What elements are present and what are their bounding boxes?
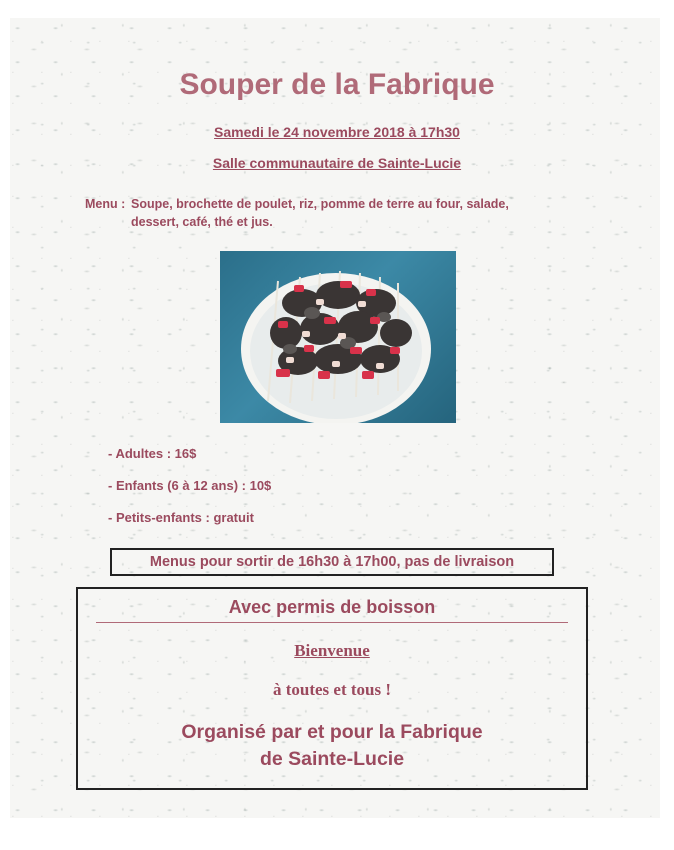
divider [96, 622, 568, 623]
price-adults: - Adultes : 16$ [108, 446, 197, 461]
liquor-permit-heading: Avec permis de boisson [228, 597, 436, 617]
price-toddlers: - Petits-enfants : gratuit [108, 510, 254, 525]
menu-items: Soupe, brochette de poulet, riz, pomme de terre au four, salade, dessert, café, thé et jus. [131, 197, 509, 229]
menu-label: Menu : [85, 197, 126, 211]
organizer-text [78, 719, 586, 773]
info-box [76, 587, 588, 790]
organizer-line-1: Organisé par et pour la Fabrique [181, 721, 483, 743]
organizer-line-2: de Sainte-Lucie [259, 748, 405, 770]
skewers-photo [220, 251, 456, 423]
event-venue: Salle communautaire de Sainte-Lucie [212, 155, 462, 171]
takeout-notice: Menus pour sortir de 16h30 à 17h00, pas de livraison [110, 548, 554, 576]
welcome-text: Bienvenue [294, 641, 370, 660]
event-date: Samedi le 24 novembre 2018 à 17h30 [214, 124, 460, 140]
everyone-text: à toutes et tous ! [272, 680, 392, 699]
event-title: Souper de la Fabrique [179, 68, 495, 101]
price-children: - Enfants (6 à 12 ans) : 10$ [108, 478, 272, 493]
